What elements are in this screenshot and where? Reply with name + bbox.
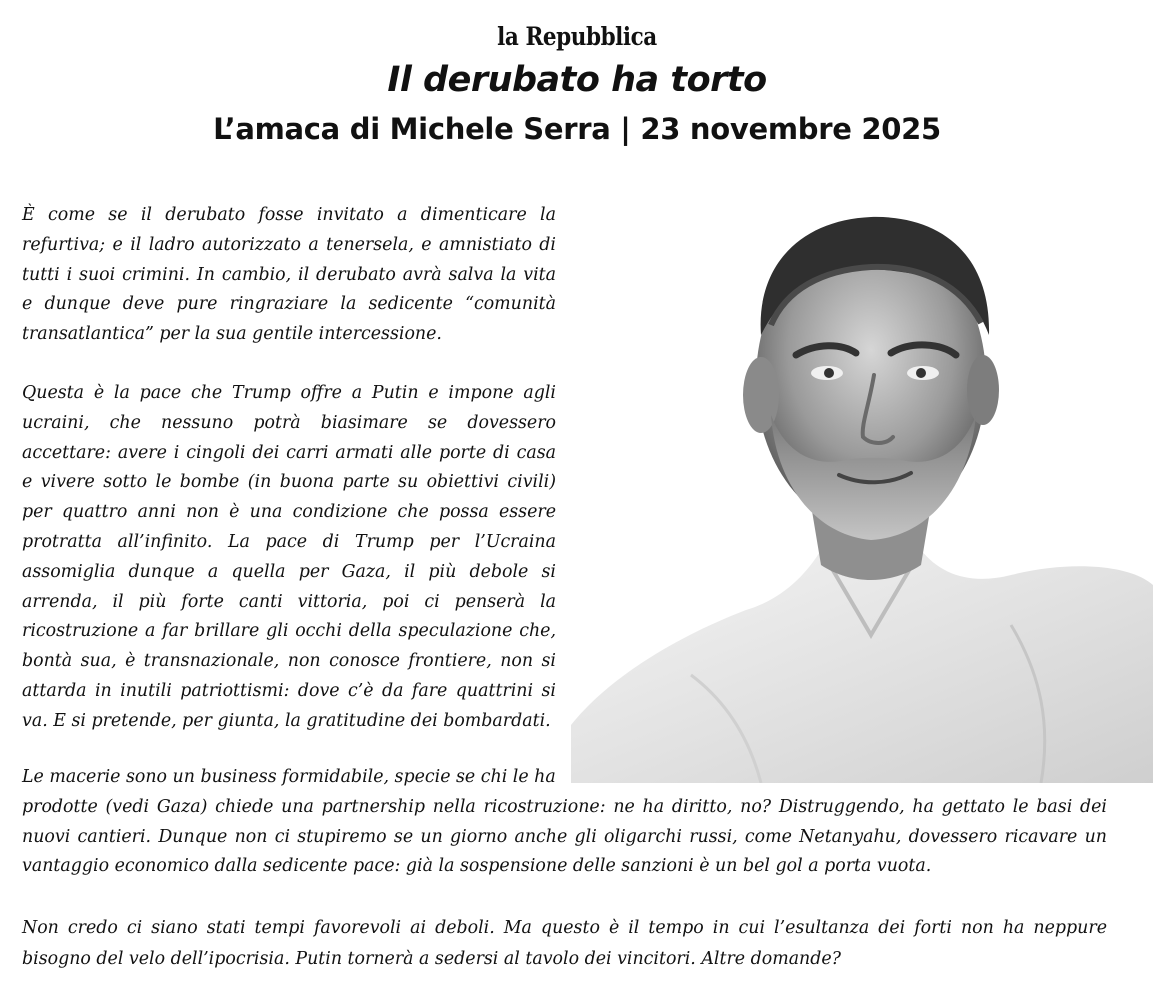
- paragraph-3-first-line: Le macerie sono un business formidabile, specie se chi le ha: [22, 767, 556, 787]
- author-portrait-photo: [571, 205, 1153, 783]
- byline: L’amaca di Michele Serra | 23 novembre 2025: [213, 112, 941, 146]
- paragraph-2: Questa è la pace che Trump offre a Putin e impone agli ucraini, che nessuno potrà biasimare se dovessero accettare: avere i cingoli dei carri armati alle porte di casa e vivere sotto le bombe (in buona parte su obiettivi civili) per quattro anni non è una condizione che possa essere protratta all’infinito. La pace di Trump per l’Ucraina assomiglia dunque a quella per Gaza, il più debole si arrenda, il più forte canti vittoria, poi ci penserà la ricostruzione a far brillare gli occhi della speculazione che, bontà sua, è transnazionale, non conosce frontiere, non si attarda in inutili patriottismi: dove c’è da fare quattrini si va. E si pretende, per giunta, la gratitudine dei bombardati.: [22, 383, 556, 731]
- paragraph-3-rest: prodotte (vedi Gaza) chiede una partnership nella ricostruzione: ne ha diritto, no? Distruggendo, ha gettato le basi dei nuovi cantieri. Dunque non ci stupiremo se un giorno anche gli oligarchi russi, come Netanyahu, dovessero ricavare un vantaggio economico dalla sedicente pace: già la sospensione delle sanzioni è un bel gol a porta vuota.: [22, 796, 1107, 877]
- masthead-logo: la Repubblica: [497, 22, 657, 51]
- headline: Il derubato ha torto: [387, 60, 767, 100]
- paragraph-4: Non credo ci siano stati tempi favorevoli ai deboli. Ma questo è il tempo in cui l’esultanza dei forti non ha neppure bisogno del velo dell’ipocrisia. Putin tornerà a sedersi al tavolo dei vincitori. Altre domande?: [22, 918, 1107, 969]
- portrait-image: [571, 205, 1153, 783]
- paragraph-1: È come se il derubato fosse invitato a dimenticare la refurtiva; e il ladro autorizzato a tenersela, e amnistiato di tutti i suoi crimini. In cambio, il derubato avrà salva la vita e dunque deve pure ringraziare la sedicente “comunità transatlantica” per la sua gentile intercessione.: [22, 205, 556, 345]
